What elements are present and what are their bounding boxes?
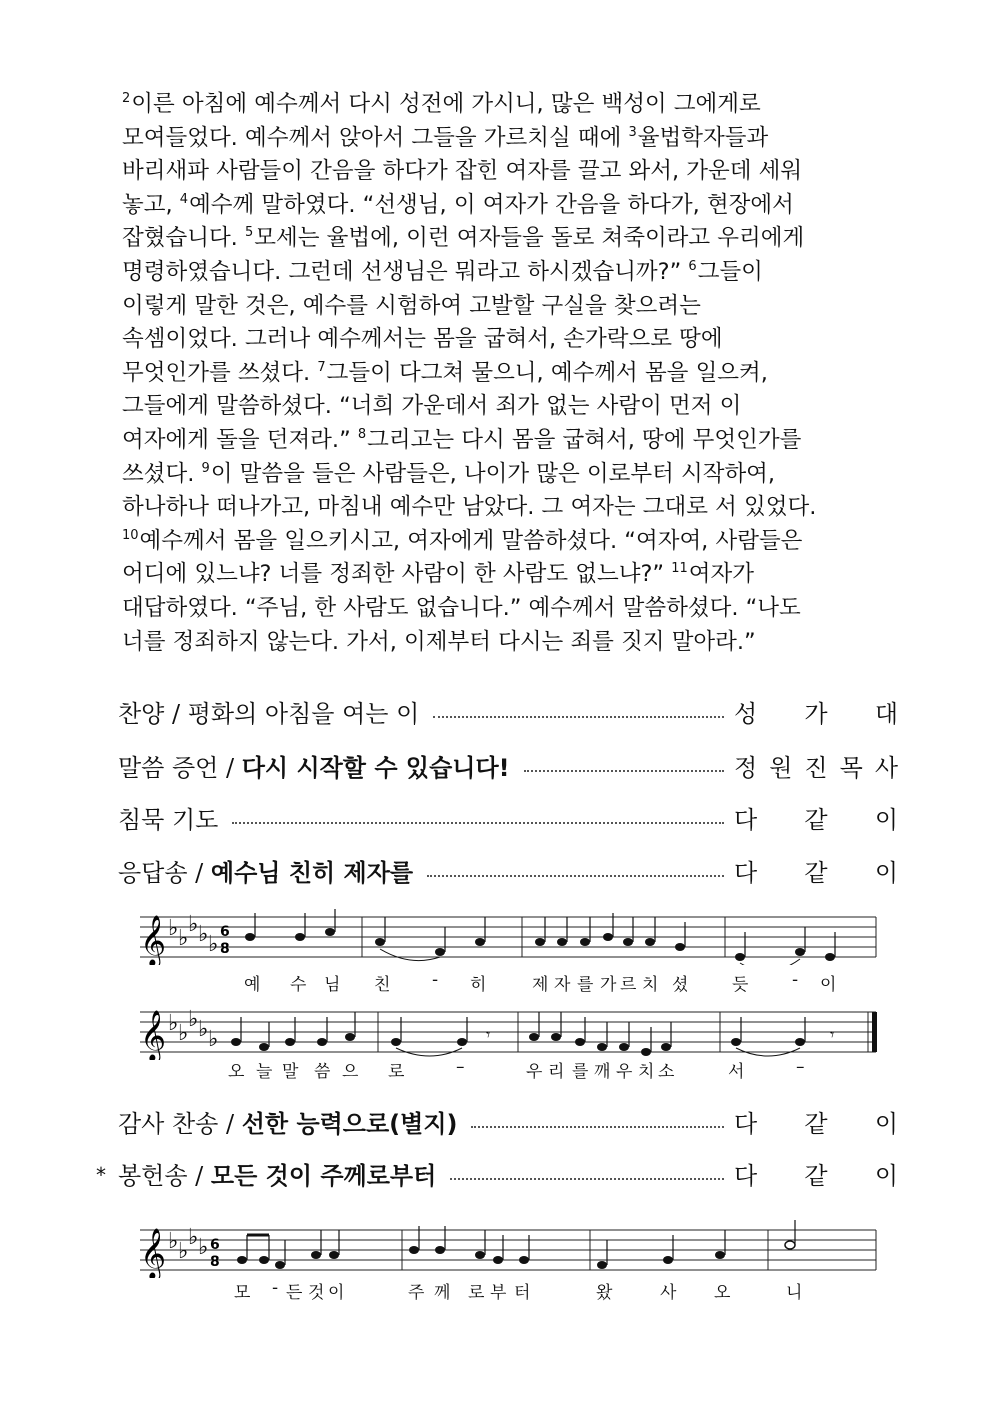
order-item-title — [118, 800, 218, 835]
order-item-performer — [734, 748, 898, 783]
lyric: 왔 — [596, 1283, 613, 1303]
svg-text:♭: ♭ — [198, 1235, 209, 1260]
order-item-bold-title: 다시 시작할 수 있습니다! — [241, 754, 510, 782]
verse-number: 2 — [122, 91, 131, 106]
lyric: 수 — [290, 975, 307, 995]
svg-text:♭: ♭ — [188, 1225, 199, 1250]
lyric: – — [456, 1057, 465, 1077]
verse-number: 11 — [671, 561, 688, 577]
performer-char: 다 — [734, 806, 758, 834]
lyric: 를 — [572, 1062, 589, 1082]
lyrics-line-3 — [140, 1278, 880, 1302]
leader-dots — [427, 875, 724, 877]
order-item-label: 찬양 / 평화의 아침을 여는 이 — [118, 700, 420, 728]
lyric: – — [796, 1057, 805, 1077]
scripture-line — [122, 323, 882, 357]
scripture-line — [122, 256, 882, 290]
lyric: 께 — [434, 1283, 451, 1303]
lyric: 오 — [714, 1283, 731, 1303]
scripture-text: 그들에게 말씀하셨다. “너희 가운데서 죄가 없는 사람이 먼저 이 — [122, 393, 742, 420]
performer-char: 같 — [804, 1162, 828, 1190]
lyric: 으 — [342, 1062, 359, 1082]
lyric: 히 — [470, 975, 487, 995]
lyric: 오 — [228, 1062, 245, 1082]
lyrics-line-1 — [140, 970, 880, 994]
leader-dots — [433, 716, 724, 718]
scripture-text: 놓고, — [122, 191, 180, 218]
scripture-line — [122, 390, 882, 424]
lyric: 이 — [328, 1283, 345, 1303]
verse-number: 8 — [357, 426, 367, 442]
performer-char: 가 — [804, 700, 828, 728]
svg-text:♭: ♭ — [168, 1229, 179, 1254]
performer-char: 진 — [804, 754, 828, 782]
verse-number: 6 — [688, 258, 697, 274]
order-item-label: 감사 찬송 / — [118, 1110, 242, 1138]
scripture-line — [122, 424, 882, 458]
lyric: 셨 — [672, 975, 689, 995]
time-sig-top: 6 — [210, 1237, 220, 1253]
scripture-line — [122, 525, 882, 559]
svg-text:𝄞: 𝄞 — [140, 1228, 167, 1278]
time-sig-top: 6 — [220, 924, 230, 940]
leader-dots — [524, 770, 724, 772]
performer-char: 다 — [734, 1110, 758, 1138]
svg-text:𝄾: 𝄾 — [830, 1025, 835, 1044]
performer-char: 이 — [874, 1162, 898, 1190]
leader-dots — [450, 1178, 724, 1180]
leader-dots — [471, 1126, 724, 1128]
lyric: 치 — [642, 975, 659, 995]
lyric: 를 — [577, 975, 594, 995]
order-item-label: 침묵 기도 — [118, 806, 219, 834]
order-item-label: 말씀 증언 / — [118, 754, 242, 782]
scripture-text: 예수께 말하였다. “선생님, 이 여자가 간음을 하다가, 현장에서 — [189, 191, 794, 218]
performer-char: 같 — [804, 1110, 828, 1138]
scripture-text: 그들이 다그쳐 물으니, 예수께서 몸을 일으켜, — [326, 359, 768, 386]
order-item-title — [118, 1104, 457, 1139]
performer-char: 원 — [769, 754, 793, 782]
lyric: 깨 — [594, 1062, 611, 1082]
lyric: 로 — [468, 1283, 485, 1303]
svg-text:♭: ♭ — [178, 926, 189, 951]
svg-text:♭: ♭ — [188, 1007, 199, 1032]
scripture-line — [122, 357, 882, 391]
time-sig-bottom: 8 — [210, 1254, 220, 1270]
verse-number: 3 — [628, 124, 637, 140]
scripture-line — [122, 558, 882, 592]
order-item-title — [118, 853, 413, 888]
time-sig-bottom: 8 — [220, 941, 230, 957]
lyric: 서 — [728, 1062, 745, 1082]
worship-order-item — [118, 1156, 898, 1196]
scripture-passage — [122, 88, 882, 659]
scripture-text: 이렇게 말한 것은, 예수를 시험하여 고발할 구실을 찾으려는 — [122, 292, 701, 319]
scripture-line — [122, 155, 882, 189]
svg-text:♭: ♭ — [168, 1011, 179, 1036]
svg-text:♭: ♭ — [188, 912, 199, 937]
music-staff-3 — [140, 1218, 880, 1278]
order-item-performer — [734, 1104, 898, 1139]
svg-text:𝄞: 𝄞 — [140, 1010, 167, 1060]
lyric: 소 — [658, 1062, 675, 1082]
scripture-text: 잡혔습니다. — [122, 225, 245, 252]
performer-char: 사 — [874, 754, 898, 782]
scripture-text: 율법학자들과 — [637, 124, 769, 151]
lyric: 모 — [234, 1283, 251, 1303]
lyric: - — [272, 1278, 279, 1298]
scripture-line — [122, 122, 882, 156]
verse-number: 9 — [201, 460, 210, 476]
svg-text:♭: ♭ — [198, 1017, 209, 1042]
scripture-text: 그리고는 다시 몸을 굽혀서, 땅에 무엇인가를 — [367, 426, 802, 453]
scripture-text: 대답하였다. “주님, 한 사람도 없습니다.” 예수께서 말씀하셨다. “나도 — [122, 594, 801, 621]
lyric: 것 — [308, 1283, 325, 1303]
scripture-line — [122, 592, 882, 626]
leader-dots — [232, 822, 724, 824]
scripture-text: 예수께서 몸을 일으키시고, 여자에게 말씀하셨다. “여자여, 사람들은 — [139, 527, 803, 554]
lyric: 사 — [660, 1283, 677, 1303]
scripture-text: 이 말씀을 들은 사람들은, 나이가 많은 이로부터 시작하여, — [210, 460, 776, 487]
lyric: 이 — [820, 975, 837, 995]
verse-number: 5 — [244, 225, 254, 241]
lyric: 우 — [526, 1062, 543, 1082]
performer-char: 다 — [734, 1162, 758, 1190]
lyrics-line-2 — [140, 1057, 880, 1081]
scripture-line — [122, 189, 882, 223]
scripture-text: 여자에게 돌을 던져라.” — [122, 426, 358, 453]
lyric: 로 — [388, 1062, 405, 1082]
scripture-text: 쓰셨다. — [122, 460, 202, 487]
order-item-title — [118, 1156, 436, 1191]
performer-char: 이 — [874, 806, 898, 834]
worship-order-item — [118, 800, 898, 840]
order-item-performer — [734, 800, 898, 835]
performer-char: 같 — [804, 806, 828, 834]
lyric: 씀 — [314, 1062, 331, 1082]
scripture-line — [122, 458, 882, 492]
svg-text:♭: ♭ — [178, 1239, 189, 1264]
order-item-performer — [734, 694, 898, 729]
scripture-text: 모여들었다. 예수께서 앉아서 그들을 가르치실 때에 — [122, 124, 629, 151]
scripture-text: 그들이 — [697, 258, 763, 285]
performer-char: 이 — [874, 859, 898, 887]
verse-number: 10 — [122, 527, 139, 543]
performer-char: 목 — [839, 754, 863, 782]
lyric: 예 — [244, 975, 261, 995]
lyric: 치 — [638, 1062, 655, 1082]
order-item-performer — [734, 1156, 898, 1191]
svg-text:♭: ♭ — [178, 1021, 189, 1046]
order-item-label: 응답송 / — [118, 859, 211, 887]
music-staff-2 — [140, 1000, 880, 1060]
lyric: 부 — [490, 1283, 507, 1303]
performer-char: 다 — [734, 859, 758, 887]
lyric: 님 — [324, 975, 341, 995]
scripture-line — [122, 626, 882, 660]
lyric: 가 — [600, 975, 617, 995]
scripture-text: 하나하나 떠나가고, 마침내 예수만 남았다. 그 여자는 그대로 서 있었다. — [122, 494, 817, 521]
scripture-text: 이른 아침에 예수께서 다시 성전에 가시니, 많은 백성이 그에게로 — [131, 91, 761, 117]
scripture-text: 바리새파 사람들이 간음을 하다가 잡힌 여자를 끌고 와서, 가운데 세워 — [122, 158, 803, 185]
lyric: - — [432, 970, 439, 990]
order-item-bold-title: 선한 능력으로(별지) — [241, 1110, 458, 1138]
performer-char: 정 — [734, 754, 758, 782]
svg-text:♭: ♭ — [208, 932, 219, 957]
scripture-text: 무엇인가를 쓰셨다. — [122, 359, 318, 386]
order-item-label: 봉헌송 / — [118, 1162, 211, 1190]
lyric: 든 — [286, 1283, 303, 1303]
performer-char: 대 — [874, 700, 898, 728]
performer-char: 이 — [874, 1110, 898, 1138]
lyric: 자 — [554, 975, 571, 995]
worship-order-item — [118, 853, 898, 893]
svg-text:𝄞: 𝄞 — [140, 915, 167, 965]
lyric: 제 — [532, 975, 549, 995]
standing-asterisk: * — [96, 1163, 106, 1187]
lyric: 듯 — [732, 975, 749, 995]
scripture-line — [122, 88, 882, 122]
order-item-bold-title: 모든 것이 주께로부터 — [210, 1162, 437, 1190]
lyric: 늘 — [256, 1062, 273, 1082]
verse-number: 7 — [317, 359, 326, 375]
lyric: - — [792, 970, 799, 990]
order-item-performer — [734, 853, 898, 888]
lyric: 니 — [786, 1283, 803, 1303]
order-item-title — [118, 694, 419, 729]
scripture-line — [122, 222, 882, 256]
performer-char: 성 — [734, 700, 758, 728]
scripture-text: 모세는 율법에, 이런 여자들을 돌로 쳐죽이라고 우리에게 — [254, 225, 805, 252]
lyric: 터 — [514, 1283, 531, 1303]
scripture-text: 명령하였습니다. 그런데 선생님은 뭐라고 하시겠습니까?” — [122, 258, 689, 285]
scripture-line — [122, 491, 882, 525]
scripture-text: 너를 정죄하지 않는다. 가서, 이제부터 다시는 죄를 짓지 말아라.” — [122, 628, 756, 655]
music-staff-1 — [140, 905, 880, 965]
scripture-text: 여자가 — [688, 561, 754, 588]
scripture-line — [122, 290, 882, 324]
worship-order-item — [118, 1104, 898, 1144]
svg-text:♭: ♭ — [208, 1027, 219, 1052]
svg-text:𝄾: 𝄾 — [486, 1025, 491, 1044]
lyric: 르 — [620, 975, 637, 995]
worship-order-item — [118, 748, 898, 788]
performer-char: 같 — [804, 859, 828, 887]
svg-text:♭: ♭ — [198, 922, 209, 947]
scripture-text: 속셈이었다. 그러나 예수께서는 몸을 굽혀서, 손가락으로 땅에 — [122, 326, 723, 353]
lyric: 우 — [616, 1062, 633, 1082]
lyric: 말 — [282, 1062, 299, 1082]
order-item-bold-title: 예수님 친히 제자를 — [210, 859, 414, 887]
order-item-title — [118, 748, 510, 783]
worship-order-item — [118, 694, 898, 734]
verse-number: 4 — [179, 191, 189, 207]
scripture-text: 어디에 있느냐? 너를 정죄한 사람이 한 사람도 없느냐?” — [122, 561, 672, 588]
lyric: 리 — [548, 1062, 565, 1082]
lyric: 주 — [408, 1283, 425, 1303]
svg-text:♭: ♭ — [168, 916, 179, 941]
lyric: 친 — [374, 975, 391, 995]
